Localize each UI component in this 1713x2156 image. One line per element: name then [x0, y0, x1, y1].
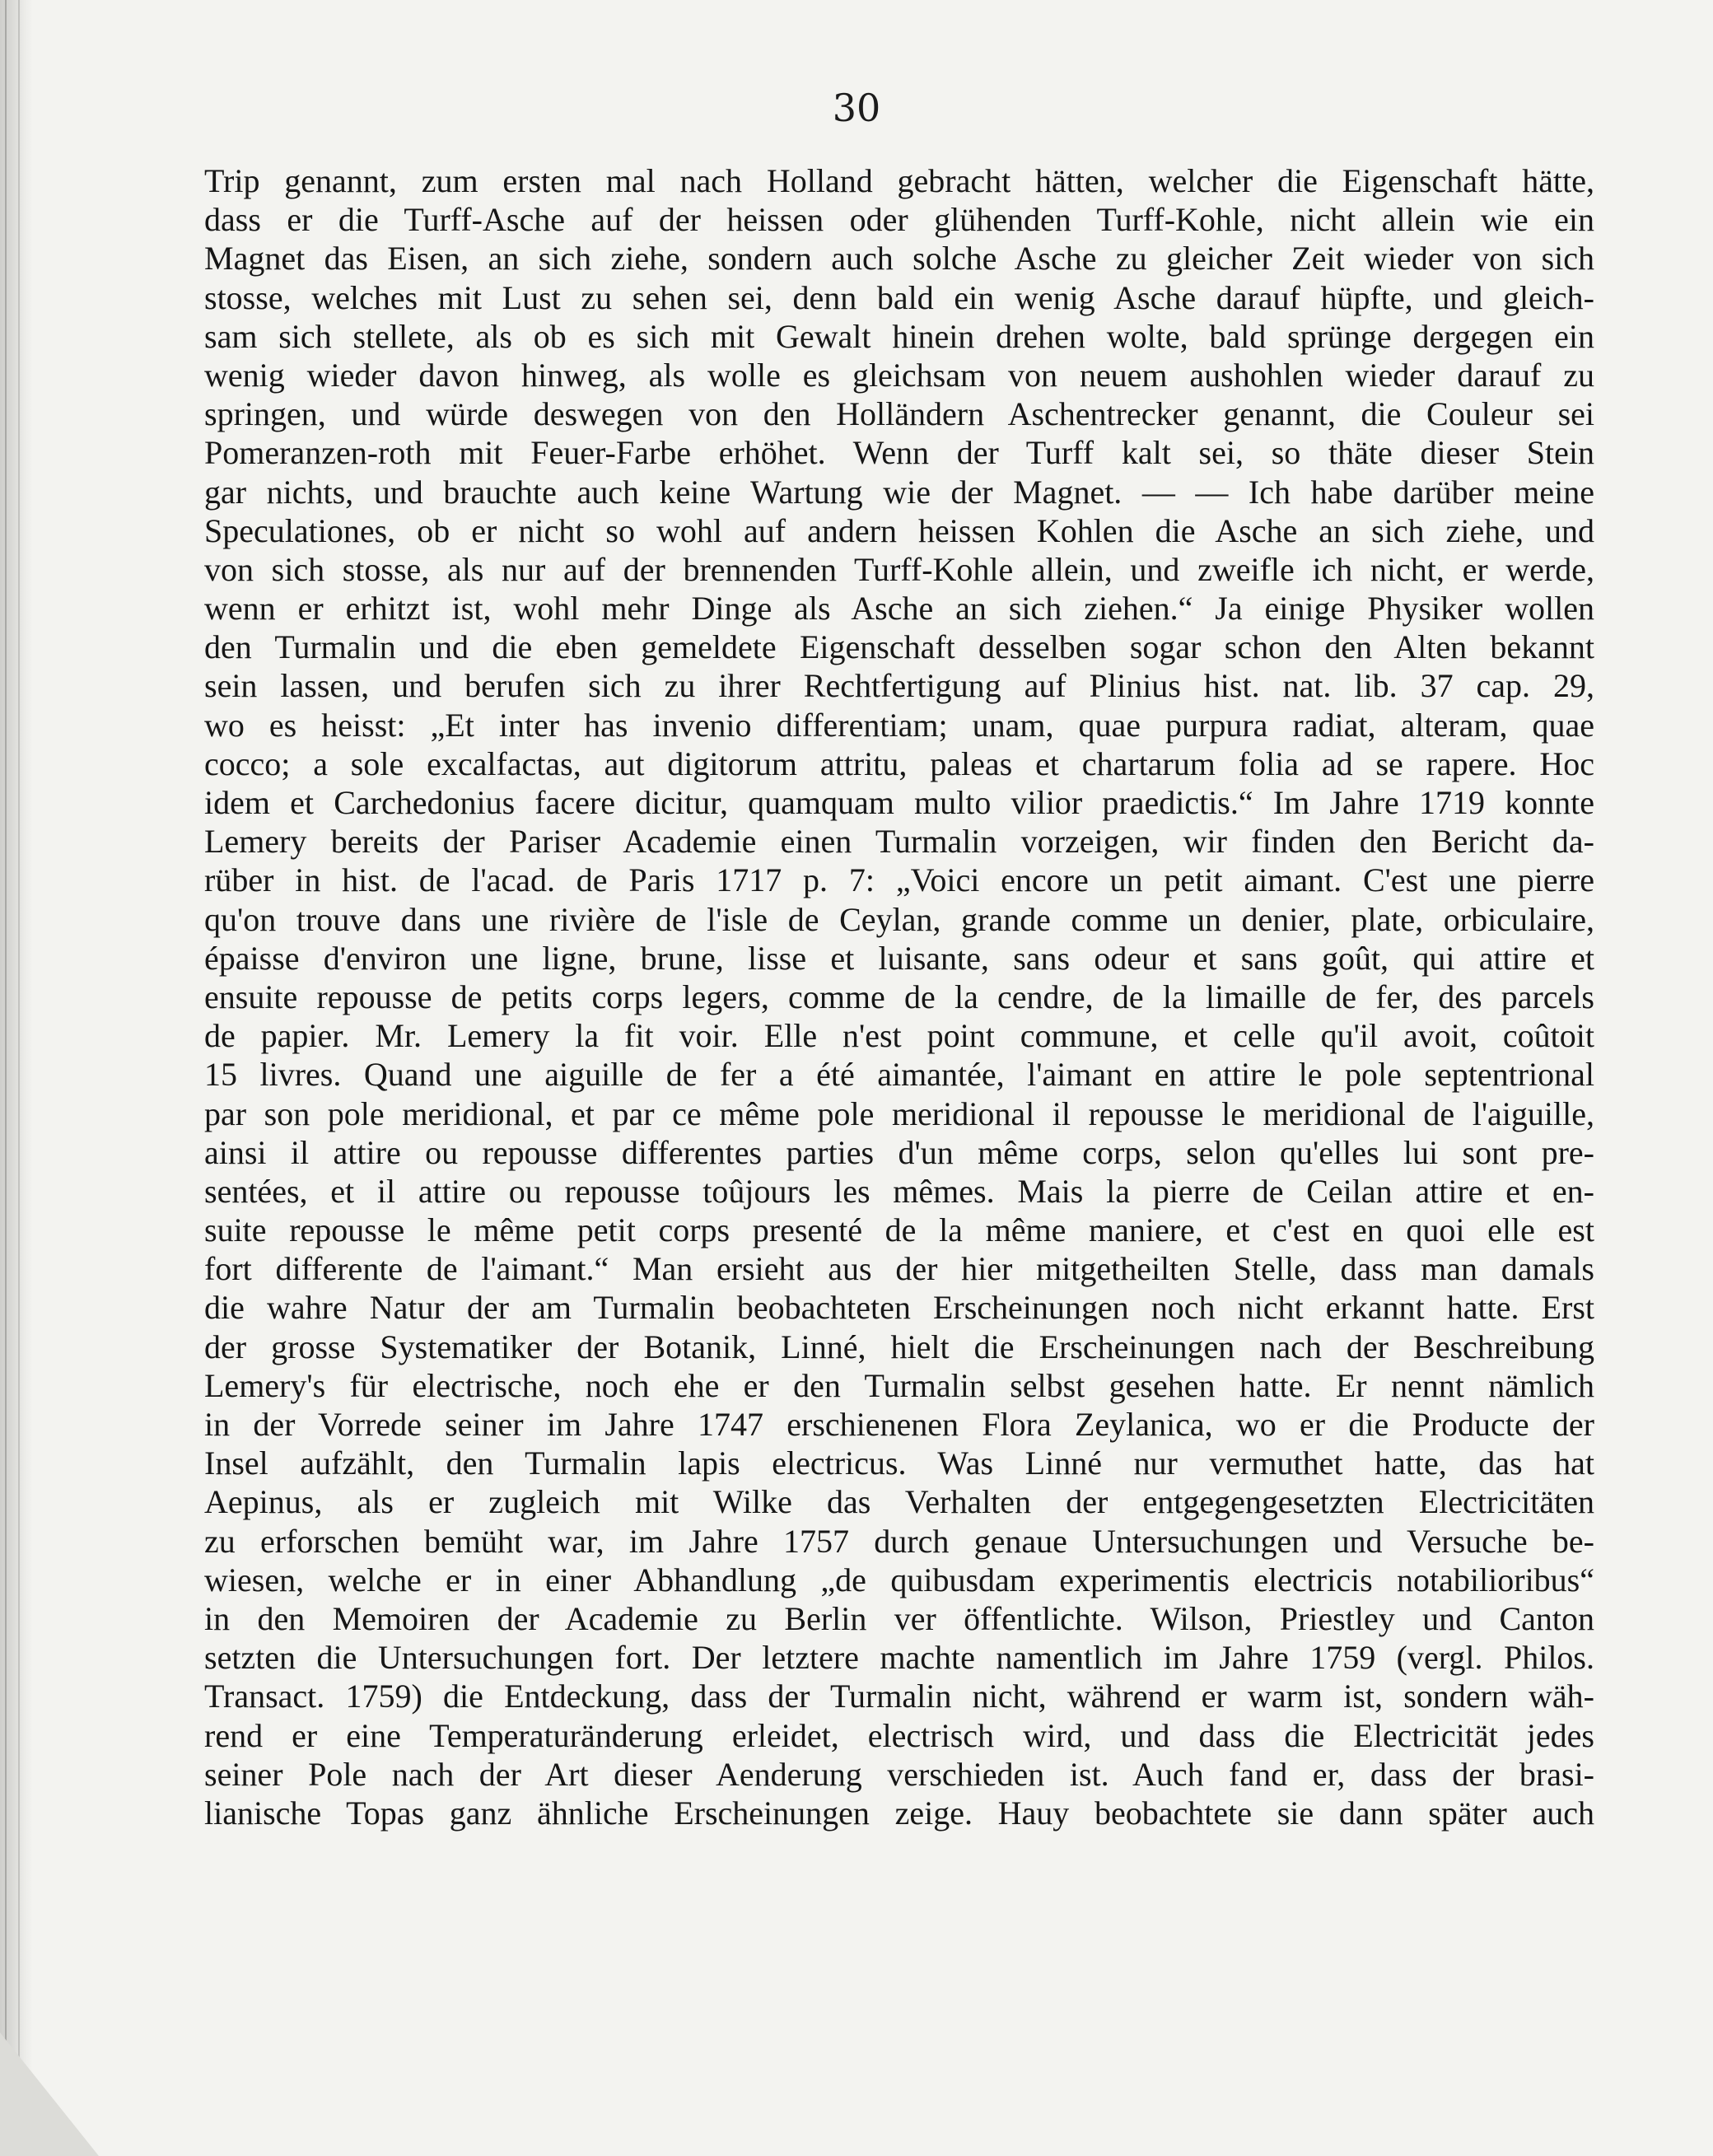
- text-line: in der Vorrede seiner im Jahre 1747 erschienenen Flora Zeylanica, wo er die Producte der: [204, 1406, 1594, 1443]
- text-line: rüber in hist. de l'acad. de Paris 1717 p. 7: „Voici encore un petit aimant. C'est une pierre: [204, 861, 1594, 899]
- text-line: sentées, et il attire ou repousse toûjours les mêmes. Mais la pierre de Ceilan attire et en-: [204, 1172, 1594, 1210]
- text-line: seiner Pole nach der Art dieser Aenderung verschieden ist. Auch fand er, dass der brasi-: [204, 1755, 1594, 1793]
- text-line: in den Memoiren der Academie zu Berlin ver öffentlichte. Wilson, Priestley und Canton: [204, 1599, 1594, 1637]
- text-line: idem et Carchedonius facere dicitur, quamquam multo vilior praedictis.“ Im Jahre 1719 konnte: [204, 784, 1594, 821]
- text-line: setzten die Untersuchungen fort. Der letztere machte namentlich im Jahre 1759 (vergl. Philos.: [204, 1639, 1594, 1677]
- text-line: ainsi il attire ou repousse differentes parties d'un même corps, selon qu'elles lui sont pre-: [204, 1133, 1594, 1171]
- body-text: [204, 161, 1594, 1832]
- text-line: den Turmalin und die eben gemeldete Eigenschaft desselben sogar schon den Alten bekannt: [204, 628, 1594, 666]
- text-line: Pomeranzen-roth mit Feuer-Farbe erhöhet. Wenn der Turff kalt sei, so thäte dieser Stein: [204, 434, 1594, 472]
- text-line: wenig wieder davon hinweg, als wolle es gleichsam von neuem aushohlen wieder darauf zu: [204, 356, 1594, 394]
- text-line: suite repousse le même petit corps presenté de la même maniere, et c'est en quoi elle est: [204, 1211, 1594, 1249]
- text-line: Transact. 1759) die Entdeckung, dass der Turmalin nicht, während er warm ist, sondern wäh-: [204, 1678, 1594, 1715]
- text-line: 15 livres. Quand une aiguille de fer a été aimantée, l'aimant en attire le pole septentrional: [204, 1056, 1594, 1094]
- text-line: lianische Topas ganz ähnliche Erscheinungen zeige. Hauy beobachtete sie dann später auch: [204, 1794, 1594, 1832]
- text-line: rend er eine Temperaturänderung erleidet, electrisch wird, und dass die Electricität jedes: [204, 1716, 1594, 1754]
- text-line: épaisse d'environ une ligne, brune, lisse et luisante, sans odeur et sans goût, qui attire et: [204, 939, 1594, 977]
- page-corner-fold: [0, 2032, 99, 2156]
- text-line: fort differente de l'aimant.“ Man ersieht aus der hier mitgetheilten Stelle, dass man damals: [204, 1250, 1594, 1288]
- text-line: de papier. Mr. Lemery la fit voir. Elle n'est point commune, et celle qu'il avoit, coûtoit: [204, 1017, 1594, 1055]
- text-line: Trip genannt, zum ersten mal nach Holland gebracht hätten, welcher die Eigenschaft hätte,: [204, 162, 1594, 199]
- text-line: gar nichts, und brauchte auch keine Wartung wie der Magnet. — — Ich habe darüber meine: [204, 473, 1594, 511]
- text-line: wenn er erhitzt ist, wohl mehr Dinge als Asche an sich ziehen.“ Ja einige Physiker wollen: [204, 590, 1594, 628]
- text-line: die wahre Natur der am Turmalin beobachteten Erscheinungen noch nicht erkannt hatte. Erst: [204, 1289, 1594, 1327]
- text-line: sam sich stellete, als ob es sich mit Gewalt hinein drehen wolte, bald sprünge dergegen ein: [204, 317, 1594, 355]
- text-line: Lemery's für electrische, noch ehe er den Turmalin selbst gesehen hatte. Er nennt nämlich: [204, 1366, 1594, 1404]
- text-line: springen, und würde deswegen von den Holländern Aschentrecker genannt, die Couleur sei: [204, 395, 1594, 433]
- text-line: ensuite repousse de petits corps legers, comme de la cendre, de la limaille de fer, des parcels: [204, 978, 1594, 1015]
- text-line: qu'on trouve dans une rivière de l'isle de Ceylan, grande comme un denier, plate, orbiculaire,: [204, 900, 1594, 938]
- text-line: Lemery bereits der Pariser Academie einen Turmalin vorzeigen, wir finden den Bericht da-: [204, 823, 1594, 861]
- text-line: dass er die Turff-Asche auf der heissen oder glühenden Turff-Kohle, nicht allein wie ein: [204, 201, 1594, 239]
- text-line: par son pole meridional, et par ce même pole meridional il repousse le meridional de l'aiguille,: [204, 1094, 1594, 1132]
- text-line: Speculationes, ob er nicht so wohl auf andern heissen Kohlen die Asche an sich ziehe, und: [204, 511, 1594, 549]
- text-line: Aepinus, als er zugleich mit Wilke das Verhalten der entgegengesetzten Electricitäten: [204, 1483, 1594, 1521]
- text-line: von sich stosse, als nur auf der brennenden Turff-Kohle allein, und zweifle ich nicht, er werde,: [204, 550, 1594, 588]
- page-number: 30: [832, 86, 881, 130]
- text-line: cocco; a sole excalfactas, aut digitorum attritu, paleas et chartarum folia ad se rapere. Hoc: [204, 744, 1594, 782]
- text-line: der grosse Systematiker der Botanik, Linné, hielt die Erscheinungen nach der Beschreibung: [204, 1328, 1594, 1365]
- text-line: Magnet das Eisen, an sich ziehe, sondern auch solche Asche zu gleicher Zeit wieder von sich: [204, 240, 1594, 278]
- text-line: wo es heisst: „Et inter has invenio differentiam; unam, quae purpura radiat, alteram, quae: [204, 706, 1594, 744]
- binding-line: [18, 0, 20, 2156]
- text-line: sein lassen, und berufen sich zu ihrer Rechtfertigung auf Plinius hist. nat. lib. 37 cap. 29,: [204, 667, 1594, 705]
- text-line: stosse, welches mit Lust zu sehen sei, denn bald ein wenig Asche darauf hüpfte, und gleich-: [204, 278, 1594, 316]
- binding-line: [5, 0, 7, 2156]
- text-line: wiesen, welche er in einer Abhandlung „de quibusdam experimentis electricis notabilioribus“: [204, 1561, 1594, 1598]
- text-line: zu erforschen bemüht war, im Jahre 1757 durch genaue Untersuchungen und Versuche be-: [204, 1522, 1594, 1560]
- text-line: Insel aufzählt, den Turmalin lapis electricus. Was Linné nur vermuthet hatte, das hat: [204, 1444, 1594, 1482]
